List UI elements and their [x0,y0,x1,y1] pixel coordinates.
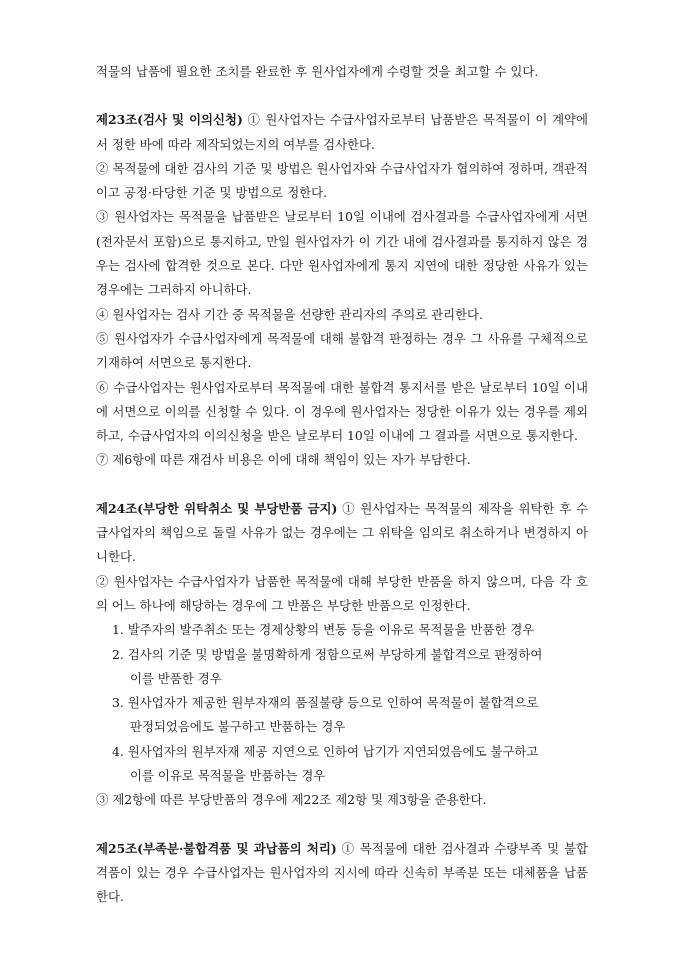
item-text-continued: 판정되었음에도 불구하고 반품하는 경우 [130,719,346,735]
article-25-heading: 제25조(부족분·불합격품 및 과납품의 처리) [96,840,337,856]
article-24-paragraph-1 [96,497,588,570]
intro-paragraph: 적물의 납품에 필요한 조치를 완료한 후 원사업자에게 수령할 것을 최고할 수 있다. [96,64,539,79]
article-23-clause-3: ③ 원사업자는 목적물을 납품받은 날로부터 10일 이내에 검사결과를 수급사업자에게 서면(전자문서 포함)으로 통지하고, 만일 원사업자가 이 기간 내에 검사결과를 통지하지 않은 경우는 검사에 합격한 것으로 본다. 다만 원사업자에게 통지 지연에 대한 정당한 사유가 있는 경우에는 그러하지 아니하다. [96,209,588,298]
article-23-clause-1: ① 원사업자는 수급사업자로부터 납품받은 목적물이 이 계약에서 정한 바에 따라 제작되었는지의 여부를 검사한다. [96,112,588,152]
list-item [96,691,588,740]
article-25-paragraph-1 [96,837,588,910]
article-23-paragraph-1 [96,108,588,157]
article-24-clause-2: ② 원사업자는 수급사업자가 납품한 목적물에 대해 부당한 반품을 하지 않으며, 다음 각 호의 어느 하나에 해당하는 경우에 그 반품은 부당한 반품으로 인정한다. [96,573,588,613]
article-23-heading: 제23조(검사 및 이의신청) [96,112,243,128]
article-24-clause-3: ③ 제2항에 따른 부당반품의 경우에 제22조 제2항 및 제3항을 준용한다. [96,792,487,808]
item-number: 4. [112,743,124,759]
article-24-heading: 제24조(부당한 위탁취소 및 부당반품 금지) [96,500,338,516]
item-text: 발주자의 발주취소 또는 경제상황의 변동 등을 이유로 목적물을 반품한 경우 [127,622,535,638]
item-text: 검사의 기준 및 방법을 불명확하게 정함으로써 부당하게 불합격으로 판정하여 [127,646,543,662]
article-23-clause-6: ⑥ 수급사업자는 원사업자로부터 목적물에 대한 불합격 통지서를 받은 날로부터 10일 이내에 서면으로 이의를 신청할 수 있다. 이 경우에 원사업자는 정당한 이유가 있는 경우를 제외하고, 수급사업자의 이의신청을 받은 날로부터 10일 이내에 그 결과를 서면으로 통지한다. [96,379,588,444]
article-23-clause-4: ④ 원사업자는 검사 기간 중 목적물을 선량한 관리자의 주의로 관리한다. [96,306,483,322]
item-text-continued: 이를 반품한 경우 [130,670,222,686]
article-23-clause-7: ⑦ 제6항에 따른 재검사 비용은 이에 대해 책임이 있는 자가 부담한다. [96,452,471,468]
article-23-clause-5: ⑤ 원사업자가 수급사업자에게 목적물에 대해 불합격 판정하는 경우 그 사유를 구체적으로 기재하여 서면으로 통지한다. [96,330,588,371]
item-number: 3. [112,695,124,711]
list-item [96,740,588,789]
article-24-clause-1: ① 원사업자는 목적물의 제작을 위탁한 후 수급사업자의 책임으로 돌릴 사유가 없는 경우에는 그 위탁을 임의로 취소하거나 변경하지 아니한다. [96,500,588,565]
article-23 [96,108,588,472]
article-23-clause-2: ② 목적물에 대한 검사의 기준 및 방법은 원사업자와 수급사업자가 협의하여 정하며, 객관적이고 공정·타당한 기준 및 방법으로 정한다. [96,160,588,201]
item-number: 1. [112,622,124,638]
item-text: 원사업자의 원부자재 제공 지연으로 인하여 납기가 지연되었음에도 불구하고 [127,743,539,759]
item-text: 원사업자가 제공한 원부자재의 품질불량 등으로 인하여 목적물이 불합격으로 [127,695,539,711]
item-text-continued: 이를 이유로 목적물을 반품하는 경우 [130,768,326,784]
spacer [96,813,588,837]
spacer [96,473,588,497]
list-item [96,618,588,642]
article-25 [96,837,588,910]
article-25-clause-1: ① 목적물에 대한 검사결과 수량부족 및 불합격품이 있는 경우 수급사업자는 원사업자의 지시에 따라 신속히 부족분 또는 대체품을 납품한다. [96,840,588,905]
item-number: 2. [112,646,124,662]
article-24 [96,497,588,813]
list-item [96,643,588,692]
spacer [96,84,588,108]
